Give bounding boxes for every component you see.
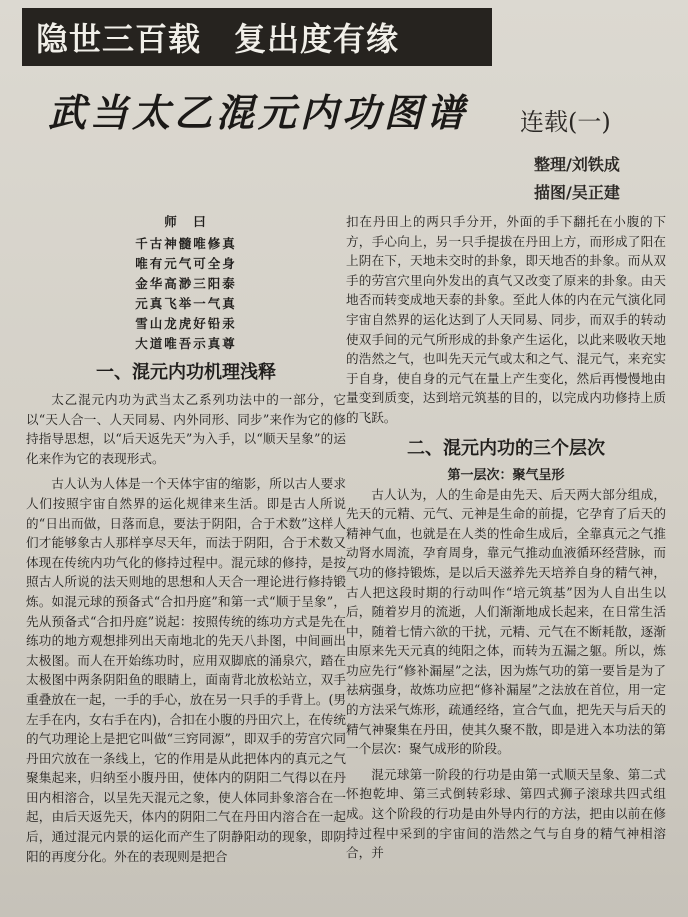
section-2-subheading: 第一层次：聚气呈形 bbox=[447, 467, 565, 483]
poem-block bbox=[26, 212, 346, 354]
banner-text: 隐世三百载 复出度有缘 bbox=[36, 20, 400, 58]
section-2-heading: 二、混元内功的三个层次 bbox=[407, 437, 605, 459]
right-column bbox=[346, 212, 666, 869]
poem-line: 金华高渺三阳泰 bbox=[135, 276, 237, 291]
article-title: 武当太乙混元内功图谱 bbox=[48, 90, 469, 135]
credit-illustrator: 描图/吴正建 bbox=[534, 183, 620, 202]
serial-label: 连载(一) bbox=[520, 108, 611, 136]
body-paragraph: 古人认为，人的生命是由先天、后天两大部分组成，先天的元精、元气、元神是生命的前提，它孕育了后天的精神气血，也就是在人类的性命生成后，全靠真元之气推动肾水周流，孕育周身，靠元气推动血液循环经营脉，而气功的修持锻炼，是以后天滋养先天培养自身的精气神，古人把这段时期的行动叫作“培元筑基”因为人自出生以后，随着岁月的流逝，人们渐渐地成长起来，在日常生活中，随着七情六欲的干扰，元精、元气在不断耗散，逐渐由原来先天元真的纯阳之体，而转为五漏之躯。所以，炼功应先行“修补漏屋”之法，因为炼气功的第一要旨是为了祛病强身，故炼功应把“修补漏屋”之法放在首位，用一定的方法采气炼形，疏通经络，宣合气血，把先天与后天的精气神聚集在丹田，使其久聚不散，即是进入本功法的第一个层次：聚气成形的阶段。 bbox=[346, 486, 666, 757]
left-column bbox=[26, 212, 346, 872]
poem-line: 元真飞举一气真 bbox=[135, 296, 237, 311]
body-paragraph: 混元球第一阶段的行功是由第一式顺天呈象、第二式怀抱乾坤、第三式倒转彩球、第四式狮子滚球共四式组成。这个阶段的行功是由外导内行的方法，把由以前在修持过程中采到的宇宙间的浩然之气与自身的精气神相溶合，并 bbox=[346, 766, 666, 861]
header-banner bbox=[22, 8, 492, 66]
poem-line: 唯有元气可全身 bbox=[135, 256, 237, 271]
body-paragraph: 扣在丹田上的两只手分开，外面的手下翻托在小腹的下方，手心向上，另一只手提拔在丹田上方，而形成了阳在上阴在下，天地未交时的卦象，即天地否的卦象。而从双手的劳宫穴里向外发出的真气又改变了原来的卦象。由天地否而转变成地天泰的卦象。至此人体的内在元气演化同宇宙自然界的运化达到了人天同易、同步，而双手的转动使双手间的元气所形成的卦象产生运化，以此来吸收天地的浩然之气，也叫先天元气或太和之气、混元气，来充实于自身，使自身的元气在量上产生变化，然后再慢慢地由量变到质变，达到培元筑基的目的，以完成内功修持上质的飞跃。 bbox=[346, 214, 666, 425]
poem-line: 千古神髓唯修真 bbox=[135, 236, 237, 251]
poem-line: 大道唯吾示真尊 bbox=[135, 336, 237, 351]
section-1-heading: 一、混元内功机理浅释 bbox=[96, 362, 276, 383]
poem-heading: 师 曰 bbox=[164, 214, 208, 229]
body-paragraph: 太乙混元内功为武当太乙系列功法中的一部分，它以“天人合一、人天同易、内外同形、同步”来作为它的修持指导思想，以“后天返先天”为入手，以“顺天呈象”的运化来作为它的表现形式。 bbox=[26, 392, 346, 466]
poem-line: 雪山龙虎好铅汞 bbox=[135, 316, 237, 331]
body-paragraph: 古人认为人体是一个天体宇宙的缩影，所以古人要求人们按照宇宙自然界的运化规律来生活。即是古人所说的“日出而做，日落而息，要法于阴阳，合于术数”这样人们才能够象古人那样享尽天年，而法于阴阳，合于术数又体现在传统内功气化的修持过程中。混元球的修持，是按照古人所说的法天则地的思想和人天合一理论进行修持锻炼。如混元球的预备式“合扣丹庭”和第一式“顺于呈象”，先从预备式“合扣丹庭”说起：按照传统的练功方式是先在练功的地方观想排列出天南地北的先天八卦图，中间画出太极图。而人在开始练功时，应用双脚底的涌泉穴，踏在太极图中两条阴阳鱼的眼睛上，面南背北放松站立，双手重叠放在一起，一手的手心，放在另一只手的手背上。(男左手在内，女右手在内)，合扣在小腹的丹田穴上，在传统的气功理论上是把它叫做“三窍同源”，即双手的劳宫穴同丹田穴放在一条线上，它的作用是从此把体内的真元之气聚集起来，归纳至小腹丹田，使体内的阴阳二气得以在丹田内相溶合，以呈先天混元之象，使人体同卦象溶合在一起，由后天返先天，体内的阴阳二气在丹田内溶合在一起后，通过混元内景的运化而产生了阴静阳动的现象，即阴阳的再度分化。外在的表现则是把合 bbox=[26, 476, 346, 864]
credit-editor: 整理/刘铁成 bbox=[534, 155, 620, 174]
